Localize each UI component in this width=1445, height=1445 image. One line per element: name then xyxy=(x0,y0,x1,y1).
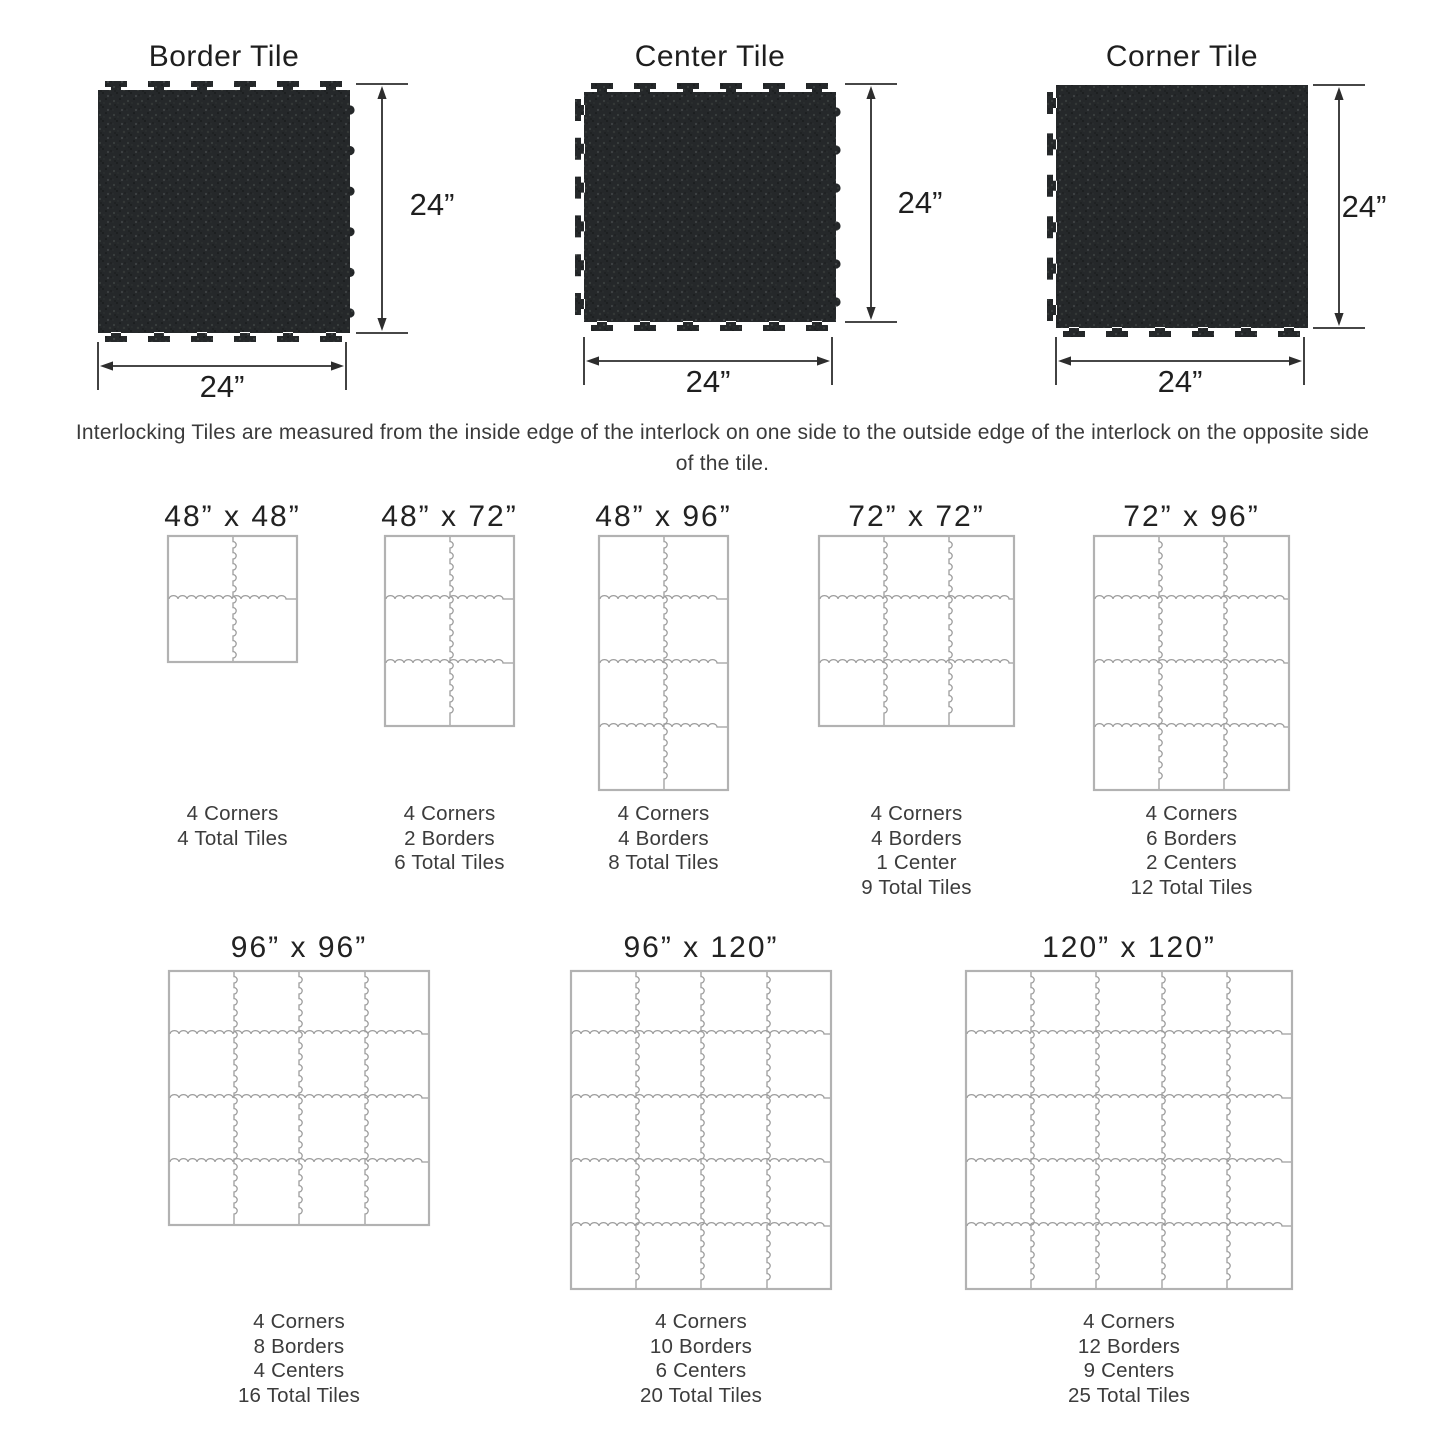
corner-tile-graphic xyxy=(1047,85,1308,337)
count-line: 4 Corners xyxy=(186,802,279,825)
border-tile-graphic xyxy=(98,81,355,342)
corner-tile-height-label: 24” xyxy=(1341,189,1387,224)
count-line: 8 Total Tiles xyxy=(608,851,719,874)
count-line: 2 Centers xyxy=(1146,851,1237,874)
layout-title: 72” x 72” xyxy=(848,500,985,533)
count-line: 6 Total Tiles xyxy=(394,851,505,874)
count-line: 4 Corners xyxy=(253,1310,345,1333)
layout-title: 96” x 96” xyxy=(230,931,368,964)
count-line: 25 Total Tiles xyxy=(1067,1383,1191,1407)
height-dimension-arrow xyxy=(845,84,897,322)
layout-title: 48” x 96” xyxy=(595,500,732,533)
count-line: 4 Total Tiles xyxy=(177,826,288,850)
layout-grid-3 xyxy=(819,536,1014,726)
layout-grid-6 xyxy=(571,971,831,1289)
layout-grid-5 xyxy=(169,971,429,1225)
layout-counts xyxy=(1022,802,1362,900)
border-tile-width-label: 24” xyxy=(199,369,245,404)
corner-tile-width-label: 24” xyxy=(1157,364,1203,399)
border-tile-height-label: 24” xyxy=(409,187,455,222)
center-tile-graphic xyxy=(575,83,841,331)
count-line: 9 Centers xyxy=(1083,1359,1175,1382)
layout-grid-7 xyxy=(966,971,1292,1289)
layout-counts xyxy=(531,1310,871,1408)
tile-title-center: Center Tile xyxy=(634,40,786,73)
count-line: 4 Corners xyxy=(617,802,710,825)
count-line: 16 Total Tiles xyxy=(237,1383,361,1407)
count-line: 9 Total Tiles xyxy=(861,875,972,899)
count-line: 4 Corners xyxy=(403,802,496,825)
measurement-note: Interlocking Tiles are measured from the inside edge of the interlock on one side to the outside edge of the interlock on the opposite side of the tile. xyxy=(75,421,1370,475)
layout-title: 72” x 96” xyxy=(1123,500,1260,533)
layout-grid-4 xyxy=(1094,536,1289,790)
count-line: 1 Center xyxy=(876,851,957,874)
tile-title-corner: Corner Tile xyxy=(1105,40,1259,73)
count-line: 2 Borders xyxy=(404,826,495,850)
count-line: 4 Borders xyxy=(618,826,709,850)
count-line: 4 Corners xyxy=(1083,1310,1175,1333)
center-tile-width-label: 24” xyxy=(685,364,731,399)
count-line: 4 Corners xyxy=(870,802,963,825)
count-line: 6 Centers xyxy=(655,1359,747,1382)
layout-grid-0 xyxy=(168,536,297,662)
layout-grid-1 xyxy=(385,536,514,726)
count-line: 4 Centers xyxy=(253,1359,345,1382)
count-line: 6 Borders xyxy=(1146,826,1237,850)
center-tile-height-label: 24” xyxy=(897,185,943,220)
count-line: 8 Borders xyxy=(253,1334,345,1358)
count-line: 4 Borders xyxy=(871,826,962,850)
count-line: 4 Corners xyxy=(1145,802,1238,825)
layout-title: 120” x 120” xyxy=(1042,931,1216,964)
layout-grid-2 xyxy=(599,536,728,790)
layout-title: 48” x 72” xyxy=(381,500,518,533)
count-line: 4 Corners xyxy=(655,1310,747,1333)
count-line: 10 Borders xyxy=(649,1334,753,1358)
count-line: 12 Borders xyxy=(1077,1334,1181,1358)
count-line: 20 Total Tiles xyxy=(639,1383,763,1407)
layout-counts xyxy=(959,1310,1299,1408)
layout-title: 48” x 48” xyxy=(164,500,301,533)
layout-title: 96” x 120” xyxy=(623,931,779,964)
layout-counts xyxy=(129,1310,469,1408)
tile-title-border: Border Tile xyxy=(148,40,300,73)
height-dimension-arrow xyxy=(356,84,408,333)
count-line: 12 Total Tiles xyxy=(1130,875,1253,899)
